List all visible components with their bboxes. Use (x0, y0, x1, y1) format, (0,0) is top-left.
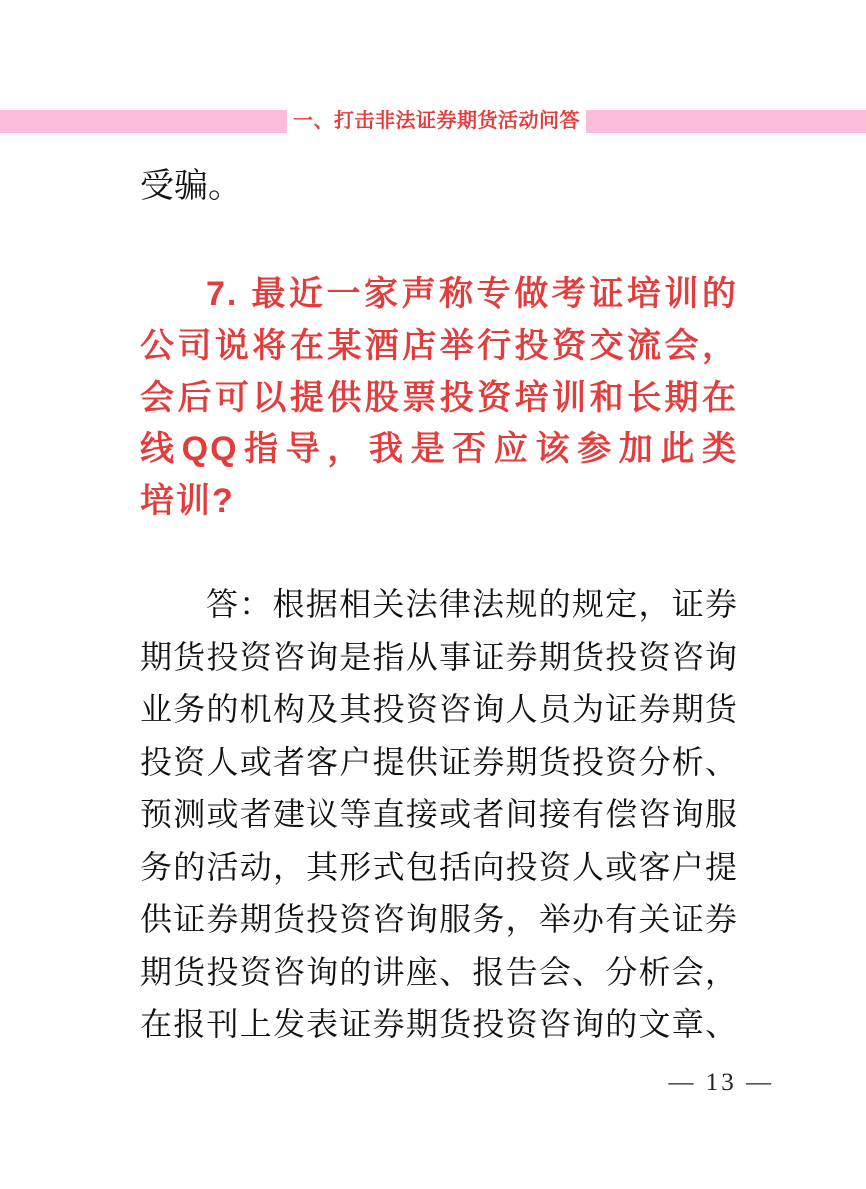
header-accent-bar-left (0, 110, 287, 133)
answer-line: 供证券期货投资咨询服务，举办有关证券 (140, 901, 738, 937)
answer-line: 务的活动，其形式包括向投资人或客户提 (140, 848, 738, 885)
answer-line: 期货投资咨询是指从事证券期货投资咨询 (140, 638, 738, 675)
question-line: 公司说将在某酒店举行投资交流会， (140, 326, 738, 365)
header-accent-bar-right (586, 110, 866, 133)
answer-line: 投资人或者客户提供证券期货投资分析、 (140, 743, 738, 780)
answer-line: 业务的机构及其投资咨询人员为证券期货 (140, 691, 738, 727)
question-line: 会后可以提供股票投资培训和长期在 (140, 378, 738, 417)
question-line: 线QQ指导，我是否应该参加此类 (140, 430, 738, 469)
page-number: — 13 — (668, 1069, 774, 1096)
question-line: 培训? (140, 482, 235, 521)
paragraph-continuation: 受骗。 (140, 168, 242, 205)
chapter-header (0, 0, 866, 140)
question-line: 7. 最近一家声称专做考证培训的 (206, 275, 738, 313)
answer-line: 期货投资咨询的讲座、报告会、分析会， (140, 953, 738, 990)
answer-paragraph (140, 578, 738, 1051)
answer-line: 在报刊上发表证券期货投资咨询的文章、 (140, 1006, 738, 1042)
question-block (140, 269, 738, 528)
answer-line: 答：根据相关法律法规的规定，证券 (206, 586, 738, 622)
chapter-title: 一、打击非法证券期货活动问答 (293, 110, 580, 132)
answer-line: 预测或者建议等直接或者间接有偿咨询服 (140, 796, 738, 832)
